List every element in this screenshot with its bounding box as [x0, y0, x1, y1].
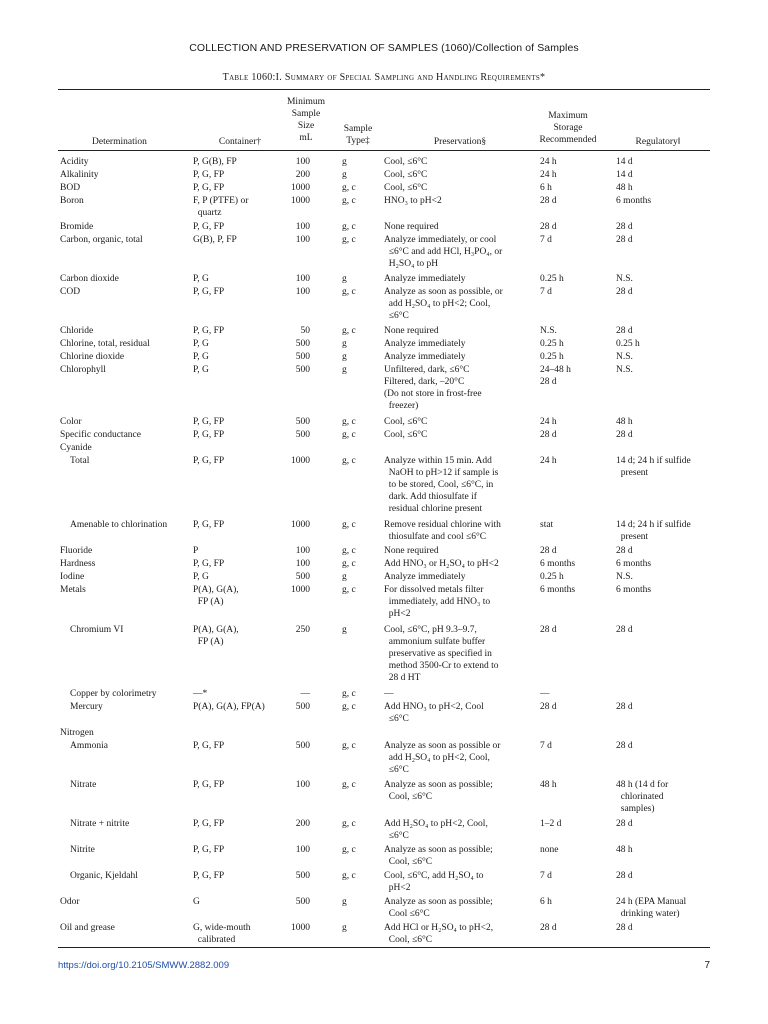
container-cell: P, G, FP [193, 430, 225, 440]
storage-cell: 0.25 h [540, 274, 564, 284]
preservation-cell: Analyze within 15 min. Add NaOH to pH>12 if sample is to be stored, Cool, ≤6°C, in dark. Add thiosulfate if residual chlorine present [384, 456, 499, 514]
determination-cell: Nitrogen [60, 728, 94, 738]
storage-cell: 28 d [540, 625, 557, 635]
storage-cell: stat [540, 520, 554, 530]
regulatory-cell: 24 h (EPA Manual drinking water) [616, 897, 687, 919]
container-cell: G, wide-mouth calibrated [193, 923, 251, 945]
determination-cell: Hardness [60, 559, 96, 569]
container-cell: P, G, FP [193, 845, 225, 855]
table-row [0, 922, 768, 945]
preservation-cell: None required [384, 546, 439, 556]
table-row [0, 429, 768, 440]
preservation-cell: None required [384, 222, 439, 232]
regulatory-cell: 14 d [616, 157, 633, 167]
col-header-preservation: Preservation§ [433, 137, 487, 147]
preservation-cell: Add HNO₃ or H₂SO₄ to pH<2 [384, 559, 499, 569]
determination-cell: Chloride [60, 326, 94, 336]
preservation-cell: Analyze immediately, or cool ≤6°C and add HCl, H₃PO₄, or H₂SO₄ to pH [384, 235, 503, 269]
storage-cell: 6 h [540, 183, 552, 193]
table-row [0, 870, 768, 893]
container-cell: P, G, FP [193, 222, 225, 232]
sample-size-cell: 100 [295, 559, 310, 569]
determination-cell: Nitrate + nitrite [70, 819, 130, 829]
storage-cell: 28 d [540, 702, 557, 712]
sample-size-cell: 100 [295, 157, 310, 167]
table-row [0, 273, 768, 284]
sample-type-cell: g [342, 625, 347, 635]
regulatory-cell: 6 months [616, 559, 652, 569]
preservation-cell: None required [384, 326, 439, 336]
regulatory-cell: 28 d [616, 287, 633, 297]
table-row [0, 338, 768, 349]
container-cell: P, G, FP [193, 287, 225, 297]
determination-cell: Amenable to chlorination [70, 520, 168, 530]
container-cell: P, G [193, 352, 209, 362]
preservation-cell: Unfiltered, dark, ≤6°C Filtered, dark, –20°C (Do not store in frost-free freezer) [384, 365, 482, 411]
sample-size-cell: 500 [295, 365, 310, 375]
regulatory-cell: 48 h [616, 417, 633, 427]
preservation-cell: Cool, ≤6°C [384, 430, 428, 440]
determination-cell: Cyanide [60, 443, 92, 453]
table-row [0, 416, 768, 427]
sample-size-cell: 1000 [291, 456, 310, 466]
determination-cell: Organic, Kjeldahl [70, 871, 138, 881]
determination-cell: Alkalinity [60, 170, 99, 180]
preservation-cell: HNO₃ to pH<2 [384, 196, 442, 206]
container-cell: —* [193, 689, 208, 699]
storage-cell: N.S. [540, 326, 557, 336]
table-row [0, 351, 768, 362]
determination-cell: Copper by colorimetry [70, 689, 157, 699]
regulatory-cell: 48 h [616, 845, 633, 855]
storage-cell: 0.25 h [540, 352, 564, 362]
table-caption: Table 1060:I. Summary of Special Sampling and Handling Requirements* [222, 72, 546, 83]
sample-type-cell: g, c [342, 741, 356, 751]
container-cell: G(B), P, FP [193, 235, 237, 245]
container-cell: P, G(B), FP [193, 157, 237, 167]
container-cell: P, G, FP [193, 520, 225, 530]
table-row [0, 545, 768, 556]
sample-type-cell: g [342, 274, 347, 284]
sample-type-cell: g, c [342, 559, 356, 569]
col-header-determination: Determination [92, 137, 147, 147]
container-cell: P, G [193, 572, 209, 582]
col-header-size: Minimum Sample Size mL [286, 97, 325, 143]
table-row [0, 558, 768, 569]
container-cell: P, G, FP [193, 170, 225, 180]
regulatory-cell: 28 d [616, 923, 633, 933]
preservation-cell: Analyze immediately [384, 352, 466, 362]
storage-cell: 7 d [540, 741, 552, 751]
storage-cell: 24 h [540, 157, 557, 167]
sample-type-cell: g [342, 339, 347, 349]
table-row [0, 234, 768, 269]
regulatory-cell: 14 d; 24 h if sulfide present [616, 456, 691, 478]
sample-type-cell: g, c [342, 183, 356, 193]
regulatory-cell: N.S. [616, 352, 633, 362]
table-row [0, 701, 768, 724]
sample-size-cell: 500 [295, 430, 310, 440]
regulatory-cell: 28 d [616, 222, 633, 232]
sample-type-cell: g, c [342, 235, 356, 245]
storage-cell: 6 h [540, 897, 552, 907]
preservation-cell: Analyze as soon as possible, or add H₂SO₄ to pH<2; Cool, ≤6°C [384, 287, 503, 321]
sample-size-cell: 50 [300, 326, 310, 336]
storage-cell: 6 months [540, 559, 576, 569]
determination-cell: Chlorine, total, residual [60, 339, 150, 349]
regulatory-cell: 6 months [616, 196, 652, 206]
determination-cell: Chlorine dioxide [60, 352, 125, 362]
col-header-type: Sample Type‡ [343, 124, 373, 146]
preservation-cell: Cool, ≤6°C, add H₂SO₄ to pH<2 [384, 871, 484, 893]
sample-type-cell: g, c [342, 780, 356, 790]
container-cell: F, P (PTFE) or quartz [193, 196, 249, 218]
storage-cell: 24 h [540, 417, 557, 427]
container-cell: G [193, 897, 200, 907]
storage-cell: 1–2 d [540, 819, 562, 829]
container-cell: P, G, FP [193, 417, 225, 427]
preservation-cell: Cool, ≤6°C [384, 417, 428, 427]
preservation-cell: Cool, ≤6°C [384, 183, 428, 193]
preservation-cell: Add H₂SO₄ to pH<2, Cool, ≤6°C [384, 819, 488, 841]
storage-cell: none [540, 845, 559, 855]
storage-cell: — [540, 689, 550, 699]
container-cell: P [193, 546, 199, 556]
table-row [0, 571, 768, 582]
container-cell: P(A), G(A), FP (A) [193, 625, 239, 647]
determination-cell: Specific conductance [60, 430, 141, 440]
sample-size-cell: 1000 [291, 183, 310, 193]
table-row [0, 727, 768, 738]
sample-size-cell: 1000 [291, 585, 310, 595]
table-row [0, 779, 768, 814]
storage-cell: 28 d [540, 196, 557, 206]
sample-size-cell: 500 [295, 897, 310, 907]
col-header-container: Container† [218, 137, 262, 147]
storage-cell: 24–48 h 28 d [540, 365, 571, 387]
sample-type-cell: g, c [342, 845, 356, 855]
sample-type-cell: g [342, 157, 347, 167]
sample-size-cell: 100 [295, 235, 310, 245]
preservation-cell: Analyze as soon as possible; Cool, ≤6°C [384, 845, 493, 867]
determination-cell: Metals [60, 585, 86, 595]
determination-cell: Bromide [60, 222, 94, 232]
sample-size-cell: 200 [295, 170, 310, 180]
sample-size-cell: 100 [295, 287, 310, 297]
preservation-cell: Cool, ≤6°C, pH 9.3–9.7, ammonium sulfate buffer preservative as specified in method 3500-Cr to extend to 28 d HT [384, 625, 499, 683]
determination-cell: Boron [60, 196, 84, 206]
regulatory-cell: 14 d; 24 h if sulfide present [616, 520, 691, 542]
table-row [0, 624, 768, 683]
sample-size-cell: 500 [295, 352, 310, 362]
determination-cell: Acidity [60, 157, 89, 167]
sample-size-cell: 500 [295, 339, 310, 349]
sample-type-cell: g, c [342, 430, 356, 440]
sample-size-cell: 100 [295, 274, 310, 284]
table-row [0, 182, 768, 193]
regulatory-cell: 14 d [616, 170, 633, 180]
preservation-cell: Analyze immediately [384, 274, 466, 284]
sample-size-cell: 1000 [291, 923, 310, 933]
regulatory-cell: 28 d [616, 546, 633, 556]
determination-cell: Nitrate [70, 780, 97, 790]
regulatory-cell: 6 months [616, 585, 652, 595]
sample-type-cell: g, c [342, 456, 356, 466]
table-row [0, 896, 768, 919]
sample-type-cell: g [342, 352, 347, 362]
container-cell: P, G, FP [193, 183, 225, 193]
determination-cell: Ammonia [70, 741, 108, 751]
sample-type-cell: g, c [342, 417, 356, 427]
table-row [0, 455, 768, 514]
regulatory-cell: 28 d [616, 235, 633, 245]
regulatory-cell: 28 d [616, 819, 633, 829]
preservation-cell: Analyze as soon as possible or add H₂SO₄ to pH<2, Cool, ≤6°C [384, 741, 501, 775]
table-row [0, 364, 768, 411]
determination-cell: Carbon dioxide [60, 274, 119, 284]
regulatory-cell: 28 d [616, 625, 633, 635]
storage-cell: 28 d [540, 546, 557, 556]
preservation-cell: — [384, 689, 394, 699]
storage-cell: 0.25 h [540, 339, 564, 349]
container-cell: P(A), G(A), FP(A) [193, 702, 265, 712]
storage-cell: 7 d [540, 287, 552, 297]
sample-type-cell: g, c [342, 326, 356, 336]
sample-size-cell: 500 [295, 741, 310, 751]
preservation-cell: Analyze as soon as possible; Cool ≤6°C [384, 897, 493, 919]
storage-cell: 7 d [540, 235, 552, 245]
sample-type-cell: g, c [342, 689, 356, 699]
preservation-cell: Remove residual chlorine with thiosulfate and cool ≤6°C [384, 520, 501, 542]
preservation-cell: For dissolved metals filter immediately, add HNO₃ to pH<2 [384, 585, 491, 619]
container-cell: P, G, FP [193, 456, 225, 466]
determination-cell: Iodine [60, 572, 85, 582]
regulatory-cell: 0.25 h [616, 339, 640, 349]
sample-size-cell: 500 [295, 572, 310, 582]
regulatory-cell: 28 d [616, 702, 633, 712]
doi-link[interactable]: https://doi.org/10.2105/SMWW.2882.009 [58, 960, 230, 971]
sample-type-cell: g, c [342, 819, 356, 829]
determination-cell: Fluoride [60, 546, 93, 556]
regulatory-cell: N.S. [616, 274, 633, 284]
determination-cell: Chlorophyll [60, 365, 106, 375]
determination-cell: BOD [60, 183, 81, 193]
container-cell: P, G [193, 339, 209, 349]
sample-size-cell: 1000 [291, 520, 310, 530]
regulatory-cell: 28 d [616, 871, 633, 881]
table-row [0, 818, 768, 841]
container-cell: P, G, FP [193, 326, 225, 336]
sample-size-cell: 1000 [291, 196, 310, 206]
container-cell: P, G, FP [193, 819, 225, 829]
storage-cell: 28 d [540, 222, 557, 232]
running-header: COLLECTION AND PRESERVATION OF SAMPLES (1060)/Collection of Samples [189, 42, 579, 54]
col-header-regulatory: Regulatory‖ [635, 137, 681, 147]
container-cell: P, G, FP [193, 559, 225, 569]
sample-type-cell: g, c [342, 702, 356, 712]
regulatory-cell: N.S. [616, 572, 633, 582]
sample-size-cell: 100 [295, 222, 310, 232]
sample-size-cell: 100 [295, 546, 310, 556]
determination-cell: Nitrite [70, 845, 95, 855]
preservation-cell: Add HCl or H₂SO₄ to pH<2, Cool, ≤6°C [384, 923, 494, 945]
table-row [0, 519, 768, 542]
table-row [0, 169, 768, 180]
container-cell: P, G [193, 365, 209, 375]
container-cell: P, G, FP [193, 871, 225, 881]
sample-type-cell: g [342, 365, 347, 375]
table-row [0, 844, 768, 867]
sample-type-cell: g, c [342, 287, 356, 297]
sample-type-cell: g [342, 170, 347, 180]
sample-type-cell: g, c [342, 520, 356, 530]
preservation-cell: Analyze immediately [384, 339, 466, 349]
determination-cell: Total [70, 456, 90, 466]
determination-cell: Mercury [70, 702, 103, 712]
table-row [0, 740, 768, 775]
sample-type-cell: g, c [342, 585, 356, 595]
sample-size-cell: 100 [295, 780, 310, 790]
regulatory-cell: N.S. [616, 365, 633, 375]
table-row [0, 325, 768, 336]
container-cell: P, G [193, 274, 209, 284]
table-row [0, 221, 768, 232]
regulatory-cell: 28 d [616, 430, 633, 440]
sample-size-cell: 500 [295, 871, 310, 881]
table-row [0, 286, 768, 321]
container-cell: P, G, FP [193, 741, 225, 751]
regulatory-cell: 28 d [616, 326, 633, 336]
sample-size-cell: 500 [295, 417, 310, 427]
container-cell: P, G, FP [193, 780, 225, 790]
determination-cell: Oil and grease [60, 923, 115, 933]
sample-type-cell: g [342, 923, 347, 933]
preservation-cell: Cool, ≤6°C [384, 157, 428, 167]
storage-cell: 0.25 h [540, 572, 564, 582]
col-header-storage: Maximum Storage Recommended [539, 111, 597, 145]
preservation-cell: Add HNO₃ to pH<2, Cool ≤6°C [384, 702, 484, 724]
container-cell: P(A), G(A), FP (A) [193, 585, 239, 607]
sample-type-cell: g, c [342, 546, 356, 556]
sample-type-cell: g [342, 897, 347, 907]
sample-size-cell: 100 [295, 845, 310, 855]
regulatory-cell: 48 h [616, 183, 633, 193]
preservation-cell: Analyze immediately [384, 572, 466, 582]
sample-type-cell: g, c [342, 222, 356, 232]
storage-cell: 48 h [540, 780, 557, 790]
table-row [0, 156, 768, 167]
determination-cell: Color [60, 417, 82, 427]
determination-cell: COD [60, 287, 81, 297]
sample-type-cell: g [342, 572, 347, 582]
preservation-cell: Cool, ≤6°C [384, 170, 428, 180]
preservation-cell: Analyze as soon as possible; Cool, ≤6°C [384, 780, 493, 802]
storage-cell: 28 d [540, 923, 557, 933]
sample-size-cell: 500 [295, 702, 310, 712]
storage-cell: 28 d [540, 430, 557, 440]
table-row [0, 688, 768, 699]
page-number: 7 [704, 960, 710, 971]
determination-cell: Carbon, organic, total [60, 235, 143, 245]
table-row [0, 442, 768, 453]
determination-cell: Odor [60, 897, 80, 907]
sample-type-cell: g, c [342, 871, 356, 881]
sample-type-cell: g, c [342, 196, 356, 206]
storage-cell: 24 h [540, 170, 557, 180]
storage-cell: 6 months [540, 585, 576, 595]
sample-size-cell: 200 [295, 819, 310, 829]
storage-cell: 24 h [540, 456, 557, 466]
determination-cell: Chromium VI [70, 625, 124, 635]
sample-size-cell: — [300, 689, 310, 699]
storage-cell: 7 d [540, 871, 552, 881]
table-row [0, 195, 768, 218]
sample-size-cell: 250 [295, 625, 310, 635]
table-row [0, 584, 768, 619]
regulatory-cell: 48 h (14 d for chlorinated samples) [616, 780, 669, 814]
regulatory-cell: 28 d [616, 741, 633, 751]
